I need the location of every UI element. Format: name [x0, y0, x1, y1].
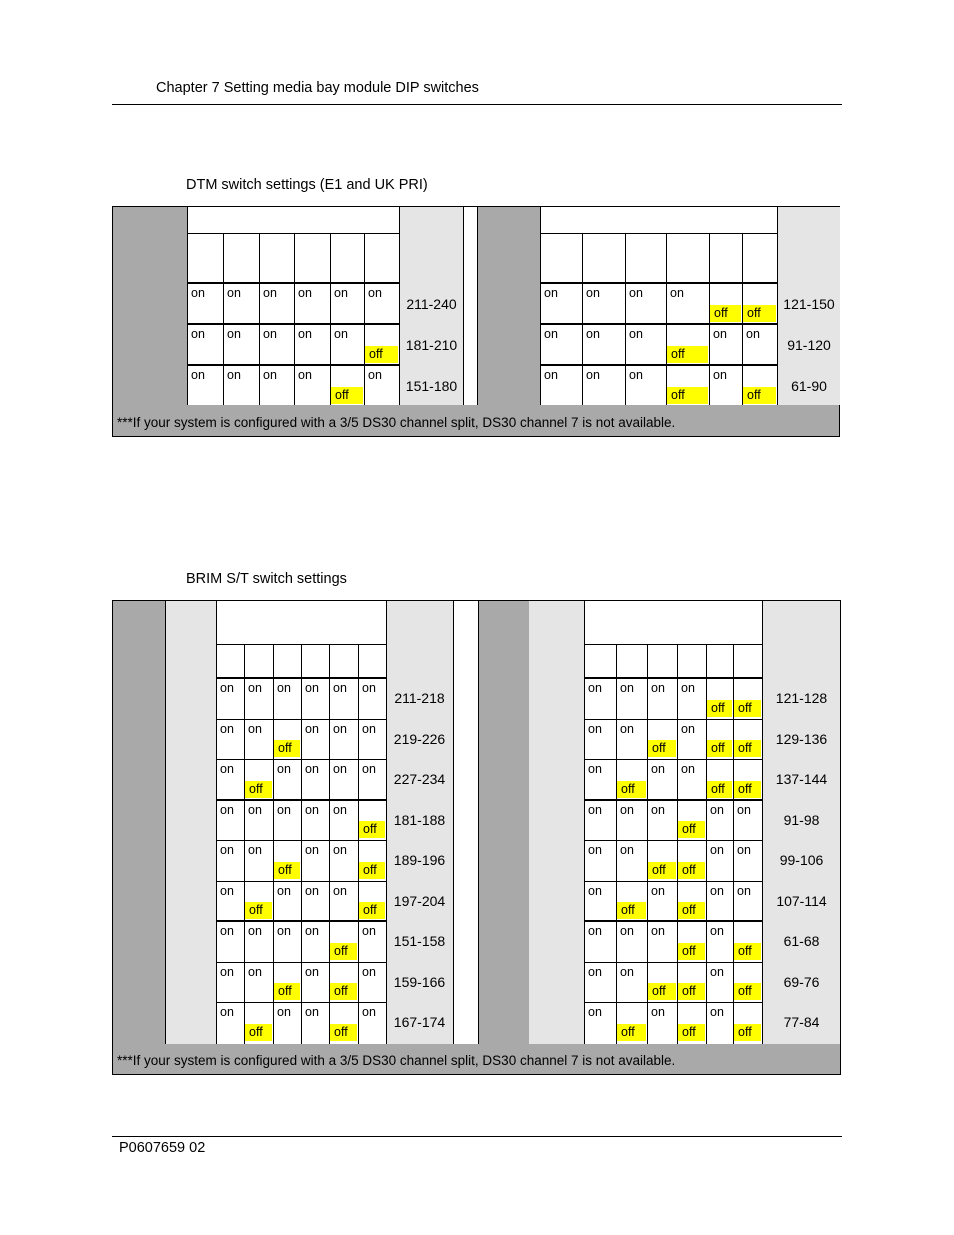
switch-on-label: on [362, 721, 376, 736]
left-column-divider [244, 644, 245, 1044]
switch-off-label: off [678, 902, 705, 919]
right-label-column [529, 601, 584, 1044]
switch-on-label: on [620, 802, 634, 817]
channel-range: 181-210 [405, 336, 458, 353]
switch-on-label: on [305, 883, 319, 898]
switch-on-label: on [670, 286, 684, 300]
switch-on-label: on [651, 924, 665, 938]
switch-on-label: on [333, 681, 347, 695]
switch-off-label: off [330, 983, 357, 1000]
switch-on-label: on [710, 843, 724, 857]
switch-off-label: off [359, 862, 385, 879]
switch-off-label: off [617, 781, 646, 798]
channel-range: 211-218 [394, 690, 445, 707]
switch-on-label: on [334, 327, 348, 341]
switch-off-label: off [734, 1024, 761, 1041]
left-column-divider [259, 233, 260, 405]
channel-range: 91-98 [783, 811, 820, 828]
switch-on-label: on [713, 368, 727, 382]
channel-range: 107-114 [776, 892, 827, 909]
switch-on-label: on [588, 681, 602, 695]
switch-off-label: off [331, 387, 363, 404]
left-row-divider [216, 881, 386, 882]
dtm-switch-table [112, 206, 840, 437]
switch-on-label: on [298, 286, 312, 300]
switch-off-label: off [617, 1024, 646, 1041]
switch-off-label: off [330, 1024, 357, 1041]
switch-on-label: on [248, 721, 262, 736]
switch-on-label: on [263, 368, 277, 382]
right-row-divider [584, 1002, 762, 1003]
switch-on-label: on [681, 681, 695, 695]
switch-on-label: on [305, 843, 319, 857]
gap-border [453, 601, 454, 1044]
right-column-divider [616, 644, 617, 1044]
switch-off-label: off [678, 1024, 705, 1041]
footer-rule [112, 1136, 842, 1137]
switch-on-label: on [220, 721, 234, 736]
switch-off-label: off [617, 902, 646, 919]
switch-on-label: on [305, 802, 319, 817]
switch-off-label: off [743, 305, 776, 322]
switch-on-label: on [277, 681, 291, 695]
switch-on-label: on [333, 762, 347, 776]
header-rule [112, 104, 842, 105]
channel-range: 91-120 [787, 336, 831, 353]
channel-range: 189-196 [393, 852, 446, 869]
left-row-divider [216, 799, 386, 801]
availability-note: ***If your system is configured with a 3/5 DS30 channel split, DS30 channel 7 is not available. [117, 1053, 676, 1068]
switch-on-label: on [651, 762, 665, 776]
switch-on-label: on [362, 964, 376, 979]
switch-off-label: off [245, 781, 272, 798]
left-block-left-border [187, 207, 188, 405]
gap-border [463, 207, 464, 405]
switch-off-label: off [274, 862, 300, 879]
switch-on-label: on [710, 1005, 724, 1019]
switch-on-label: on [368, 368, 382, 382]
switch-on-label: on [544, 327, 558, 341]
switch-off-label: off [734, 700, 761, 717]
switch-on-label: on [305, 924, 319, 938]
switch-on-label: on [248, 924, 262, 938]
channel-range: 121-150 [783, 295, 835, 312]
switch-on-label: on [227, 327, 241, 341]
switch-on-label: on [220, 843, 234, 857]
switch-on-label: on [713, 327, 727, 341]
switch-on-label: on [277, 1005, 291, 1019]
channel-range: 219-226 [393, 730, 446, 747]
left-row-divider [216, 1002, 386, 1003]
switch-on-label: on [277, 883, 291, 898]
switch-on-label: on [620, 964, 634, 979]
switch-off-label: off [359, 821, 385, 838]
availability-note: ***If your system is configured with a 3/5 DS30 channel split, DS30 channel 7 is not available. [117, 415, 676, 430]
switch-on-label: on [746, 327, 760, 341]
channel-range: 129-136 [775, 730, 828, 747]
channel-range: 121-128 [775, 690, 828, 707]
switch-on-label: on [588, 1005, 602, 1019]
switch-on-label: on [586, 327, 600, 341]
switch-off-label: off [648, 983, 676, 1000]
switch-on-label: on [305, 721, 319, 736]
switch-on-label: on [620, 681, 634, 695]
switch-on-label: on [362, 924, 376, 938]
switch-on-label: on [333, 883, 347, 898]
switch-on-label: on [362, 762, 376, 776]
switch-on-label: on [629, 286, 643, 300]
switch-on-label: on [620, 924, 634, 938]
switch-on-label: on [220, 1005, 234, 1019]
switch-off-label: off [245, 902, 272, 919]
switch-off-label: off [678, 821, 705, 838]
switch-off-label: off [743, 387, 776, 404]
switch-on-label: on [588, 843, 602, 857]
right-row-divider [584, 920, 762, 922]
switch-on-label: on [620, 721, 634, 736]
switch-on-label: on [586, 368, 600, 382]
switch-off-label: off [707, 740, 732, 757]
switch-on-label: on [544, 286, 558, 300]
switch-off-label: off [648, 740, 676, 757]
switch-on-label: on [333, 721, 347, 736]
channel-range: 137-144 [775, 771, 828, 788]
switch-on-label: on [588, 883, 602, 898]
document-number: P0607659 02 [119, 1140, 206, 1156]
switch-on-label: on [651, 1005, 665, 1019]
switch-on-label: on [277, 762, 291, 776]
switch-on-label: on [681, 721, 695, 736]
switch-on-label: on [737, 883, 751, 898]
switch-on-label: on [227, 286, 241, 300]
right-row-divider [584, 799, 762, 801]
right-block-left-border [540, 207, 541, 405]
left-row-divider [187, 282, 399, 284]
right-row-divider [584, 759, 762, 760]
switch-on-label: on [305, 681, 319, 695]
right-header-divider [584, 644, 762, 645]
switch-off-label: off [648, 862, 676, 879]
switch-on-label: on [191, 286, 205, 300]
channel-range: 197-204 [393, 892, 446, 909]
switch-on-label: on [737, 843, 751, 857]
table-gap [463, 207, 477, 405]
left-row-divider [216, 677, 386, 679]
switch-on-label: on [651, 802, 665, 817]
left-column-divider [330, 233, 331, 405]
switch-on-label: on [362, 681, 376, 695]
channel-range: 61-90 [791, 377, 827, 394]
switch-off-label: off [734, 740, 761, 757]
switch-off-label: off [274, 983, 300, 1000]
left-row-divider [216, 840, 386, 841]
switch-on-label: on [191, 368, 205, 382]
left-header-divider [187, 233, 399, 234]
switch-off-label: off [359, 902, 385, 919]
switch-on-label: on [248, 843, 262, 857]
right-row-divider [540, 364, 777, 366]
right-row-divider [584, 840, 762, 841]
right-row-divider [584, 881, 762, 882]
switch-on-label: on [191, 327, 205, 341]
switch-on-label: on [588, 964, 602, 979]
switch-off-label: off [667, 387, 708, 404]
right-column-divider [666, 233, 667, 405]
left-row-divider [187, 323, 399, 325]
left-block-left-border [216, 601, 217, 1044]
channel-range: 99-106 [779, 852, 824, 869]
switch-on-label: on [710, 964, 724, 979]
switch-on-label: on [220, 964, 234, 979]
switch-on-label: on [333, 802, 347, 817]
right-column-divider [625, 233, 626, 405]
left-label-column [165, 601, 216, 1044]
switch-on-label: on [248, 802, 262, 817]
switch-on-label: on [588, 802, 602, 817]
channel-range: 227-234 [393, 771, 446, 788]
switch-on-label: on [220, 924, 234, 938]
switch-on-label: on [263, 286, 277, 300]
right-row-divider [584, 677, 762, 679]
switch-off-label: off [710, 305, 741, 322]
switch-on-label: on [277, 802, 291, 817]
switch-on-label: on [333, 843, 347, 857]
switch-on-label: on [544, 368, 558, 382]
switch-off-label: off [678, 862, 705, 879]
running-header: Chapter 7 Setting media bay module DIP switches [156, 80, 479, 96]
switch-on-label: on [651, 681, 665, 695]
switch-on-label: on [588, 762, 602, 776]
switch-on-label: on [220, 802, 234, 817]
left-column-divider [223, 233, 224, 405]
right-row-divider [584, 962, 762, 963]
left-row-divider [216, 962, 386, 963]
switch-off-label: off [707, 781, 732, 798]
left-row-divider [216, 759, 386, 760]
dtm-caption: DTM switch settings (E1 and UK PRI) [186, 177, 428, 193]
switch-on-label: on [368, 286, 382, 300]
switch-off-label: off [734, 983, 761, 1000]
switch-on-label: on [629, 327, 643, 341]
switch-on-label: on [248, 681, 262, 695]
switch-on-label: on [227, 368, 241, 382]
switch-on-label: on [305, 1005, 319, 1019]
switch-on-label: on [651, 883, 665, 898]
channel-range: 167-174 [393, 1014, 446, 1031]
switch-off-label: off [274, 740, 300, 757]
switch-on-label: on [588, 721, 602, 736]
switch-on-label: on [362, 1005, 376, 1019]
switch-on-label: on [620, 843, 634, 857]
switch-on-label: on [248, 964, 262, 979]
switch-on-label: on [220, 681, 234, 695]
switch-on-label: on [305, 964, 319, 979]
switch-on-label: on [305, 762, 319, 776]
switch-on-label: on [277, 924, 291, 938]
switch-off-label: off [678, 943, 705, 960]
switch-on-label: on [737, 802, 751, 817]
channel-range: 151-158 [393, 933, 446, 950]
switch-off-label: off [734, 781, 761, 798]
right-row-divider [540, 323, 777, 325]
switch-on-label: on [681, 762, 695, 776]
left-column-divider [364, 233, 365, 405]
right-row-divider [584, 719, 762, 720]
right-block-left-border [584, 601, 585, 1044]
channel-range: 61-68 [783, 933, 820, 950]
switch-on-label: on [710, 802, 724, 817]
channel-range: 211-240 [406, 295, 457, 312]
switch-off-label: off [330, 943, 357, 960]
switch-on-label: on [629, 368, 643, 382]
brim-caption: BRIM S/T switch settings [186, 571, 347, 587]
right-switch-block [584, 601, 762, 1044]
switch-off-label: off [678, 983, 705, 1000]
switch-off-label: off [734, 943, 761, 960]
switch-on-label: on [586, 286, 600, 300]
channel-range: 69-76 [783, 973, 820, 990]
channel-range: 151-180 [405, 377, 458, 394]
left-row-divider [216, 719, 386, 720]
brim-switch-table [112, 600, 841, 1075]
right-row-divider [540, 282, 777, 284]
switch-on-label: on [298, 327, 312, 341]
switch-on-label: on [588, 924, 602, 938]
gap-border [477, 207, 478, 405]
left-row-divider [187, 364, 399, 366]
switch-off-label: off [667, 346, 708, 363]
gap-border [478, 601, 479, 1044]
switch-on-label: on [710, 924, 724, 938]
switch-on-label: on [334, 286, 348, 300]
left-column-divider [301, 644, 302, 1044]
switch-off-label: off [245, 1024, 272, 1041]
switch-on-label: on [710, 883, 724, 898]
channel-range: 77-84 [783, 1014, 820, 1031]
switch-on-label: on [220, 883, 234, 898]
label-border [165, 601, 166, 1044]
channel-range: 181-188 [393, 811, 446, 828]
switch-on-label: on [263, 327, 277, 341]
channel-range: 159-166 [393, 973, 446, 990]
switch-off-label: off [365, 346, 398, 363]
switch-off-label: off [707, 700, 732, 717]
left-column-divider [358, 644, 359, 1044]
left-row-divider [216, 920, 386, 922]
right-column-divider [582, 233, 583, 405]
table-gap [453, 601, 478, 1044]
switch-on-label: on [298, 368, 312, 382]
switch-on-label: on [220, 762, 234, 776]
left-column-divider [294, 233, 295, 405]
